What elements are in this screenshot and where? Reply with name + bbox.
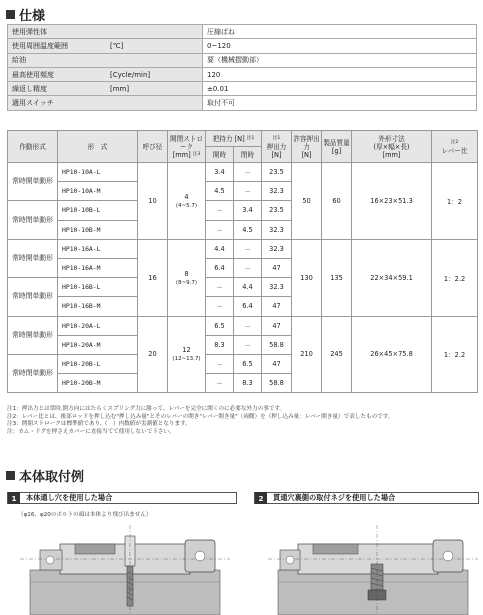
dims-cell: 22×34×59.1 bbox=[352, 239, 432, 316]
mount-drawing-2 bbox=[268, 520, 478, 615]
spec-row bbox=[8, 53, 477, 67]
model-cell: HP10-10A-L bbox=[58, 163, 138, 182]
spec-unit: [Cycle/min] bbox=[110, 70, 151, 79]
stroke-value: 8 bbox=[184, 269, 189, 278]
header-push-unit: [N] bbox=[271, 150, 282, 159]
header-dims bbox=[352, 131, 432, 163]
action-type-cell: 常時閉単動形 bbox=[8, 278, 58, 316]
footnote: 注2：レバー比とは、後部ロッドを押し込む"押し込み量"とそのレバーの開き"レバー開き量"（両側）を（押し込み量：レバー開き量）で表したものです。 bbox=[7, 413, 394, 420]
model-cell: HP10-20A-M bbox=[58, 335, 138, 354]
bore-cell: 16 bbox=[138, 239, 168, 316]
grip-close-cell: 3.4 bbox=[234, 201, 262, 220]
lever-cell: 1：2 bbox=[432, 163, 478, 240]
spec-row bbox=[8, 39, 477, 53]
spec-label: 使用周囲温度範囲 bbox=[12, 41, 68, 50]
push-cell: 32.3 bbox=[262, 182, 292, 201]
mass-cell: 60 bbox=[322, 163, 352, 240]
header-mass bbox=[322, 131, 352, 163]
model-cell: HP10-16A-M bbox=[58, 258, 138, 277]
example-1-header bbox=[7, 492, 237, 504]
bore-cell: 10 bbox=[138, 163, 168, 240]
header-lever bbox=[432, 131, 478, 163]
example-1-number: 1 bbox=[8, 492, 20, 504]
spec-label: 使用弾性体 bbox=[12, 27, 47, 36]
push-cell: 58.8 bbox=[262, 374, 292, 393]
model-cell: HP10-16B-M bbox=[58, 297, 138, 316]
grip-open-cell: 3.4 bbox=[206, 163, 234, 182]
spec-key bbox=[8, 53, 203, 67]
grip-open-cell: － bbox=[206, 201, 234, 220]
header-grip-label: 把持力 [N] bbox=[212, 134, 245, 143]
example-2-header bbox=[254, 492, 479, 504]
spec-key bbox=[8, 39, 203, 53]
grip-open-cell: 4.5 bbox=[206, 182, 234, 201]
push-cell: 47 bbox=[262, 316, 292, 335]
header-grip-open: 開時 bbox=[206, 147, 234, 163]
action-type-cell: 常時開単動形 bbox=[8, 316, 58, 354]
dims-cell: 16×23×51.3 bbox=[352, 163, 432, 240]
example-2-number: 2 bbox=[255, 492, 267, 504]
push-cell: 23.5 bbox=[262, 201, 292, 220]
header-dims-unit: [mm] bbox=[382, 150, 401, 159]
grip-open-cell: － bbox=[206, 354, 234, 373]
allow-cell: 50 bbox=[292, 163, 322, 240]
spec-value: 120 bbox=[203, 67, 477, 81]
stroke-value: 12 bbox=[182, 346, 191, 355]
header-dims-sub: (厚×幅×長) bbox=[373, 142, 410, 151]
spec-table bbox=[7, 24, 477, 111]
action-type-cell: 常時閉単動形 bbox=[8, 201, 58, 239]
allow-cell: 210 bbox=[292, 316, 322, 393]
grip-close-cell: － bbox=[234, 163, 262, 182]
header-stroke-label: 開閉ストローク bbox=[170, 134, 203, 151]
spec-label: 繰返し精度 bbox=[12, 84, 47, 93]
grip-open-cell: 6.4 bbox=[206, 258, 234, 277]
stroke-cell bbox=[168, 239, 206, 316]
header-push bbox=[262, 131, 292, 163]
mass-cell: 245 bbox=[322, 316, 352, 393]
header-stroke-unit: [mm] bbox=[172, 150, 191, 159]
table-row bbox=[8, 316, 478, 335]
grip-open-cell: － bbox=[206, 278, 234, 297]
spec-section-title bbox=[6, 5, 45, 24]
action-type-cell: 常時開単動形 bbox=[8, 239, 58, 277]
mount-drawing-1 bbox=[20, 520, 230, 615]
model-cell: HP10-10B-L bbox=[58, 201, 138, 220]
example-2-label: 貫通穴裏側の取付ネジを使用した場合 bbox=[273, 493, 396, 502]
allow-cell: 130 bbox=[292, 239, 322, 316]
spec-row bbox=[8, 82, 477, 96]
header-model: 形 式 bbox=[58, 131, 138, 163]
header-mass-unit: [g] bbox=[331, 146, 342, 155]
spec-label: 給油 bbox=[12, 56, 26, 65]
header-push-note: 注1 bbox=[272, 135, 281, 141]
spec-key bbox=[8, 96, 203, 110]
header-lever-note: 注2 bbox=[450, 139, 459, 145]
model-cell: HP10-20B-M bbox=[58, 374, 138, 393]
push-cell: 32.3 bbox=[262, 220, 292, 239]
stroke-value: 4 bbox=[184, 192, 189, 201]
spec-unit: [℃] bbox=[110, 41, 124, 50]
stroke-range: (12~13.7) bbox=[172, 356, 201, 363]
header-lever-label: レバー比 bbox=[441, 146, 468, 155]
push-cell: 32.3 bbox=[262, 239, 292, 258]
model-cell: HP10-10B-M bbox=[58, 220, 138, 239]
footnotes bbox=[7, 406, 394, 436]
model-cell: HP10-16A-L bbox=[58, 239, 138, 258]
push-cell: 47 bbox=[262, 258, 292, 277]
spec-row bbox=[8, 25, 477, 39]
stroke-range: (8~9.7) bbox=[175, 279, 198, 286]
spec-row bbox=[8, 96, 477, 110]
header-grip-note: 注1 bbox=[246, 135, 255, 141]
grip-close-cell: 4.4 bbox=[234, 278, 262, 297]
table-row bbox=[8, 163, 478, 182]
header-stroke-note: 注3 bbox=[192, 151, 201, 157]
model-cell: HP10-10A-M bbox=[58, 182, 138, 201]
header-stroke bbox=[168, 131, 206, 163]
model-table bbox=[7, 130, 478, 393]
lever-cell: 1：2.2 bbox=[432, 239, 478, 316]
spec-value: 取付不可 bbox=[203, 96, 477, 110]
grip-close-cell: 6.4 bbox=[234, 297, 262, 316]
header-action: 作動形式 bbox=[8, 131, 58, 163]
push-cell: 32.3 bbox=[262, 278, 292, 297]
grip-close-cell: － bbox=[234, 316, 262, 335]
header-bore: 呼び径 bbox=[138, 131, 168, 163]
grip-open-cell: － bbox=[206, 297, 234, 316]
stroke-range: (4~5.7) bbox=[175, 202, 198, 209]
lever-cell: 1：2.2 bbox=[432, 316, 478, 393]
header-grip bbox=[206, 131, 262, 147]
push-cell: 47 bbox=[262, 297, 292, 316]
footnote: 注3：開閉ストロークは標準値であり,（ ）内数値が実測値となります。 bbox=[7, 421, 191, 428]
header-allow-unit: [N] bbox=[301, 150, 312, 159]
table-row bbox=[8, 239, 478, 258]
spec-value: 0~120 bbox=[203, 39, 477, 53]
grip-close-cell: － bbox=[234, 258, 262, 277]
header-allow-label: 許容押出力 bbox=[293, 134, 320, 151]
spec-value: ±0.01 bbox=[203, 82, 477, 96]
section-marker-icon bbox=[6, 10, 15, 19]
spec-unit: [mm] bbox=[110, 84, 130, 93]
spec-row bbox=[8, 67, 477, 81]
dims-cell: 26×45×75.8 bbox=[352, 316, 432, 393]
grip-open-cell: － bbox=[206, 374, 234, 393]
footnote: 注：カム・ドグを押さえカバーに直接当てて使用しないで下さい。 bbox=[7, 428, 175, 435]
stroke-cell bbox=[168, 316, 206, 393]
push-cell: 47 bbox=[262, 354, 292, 373]
mount-title-text: 本体取付例 bbox=[19, 470, 85, 485]
grip-close-cell: － bbox=[234, 239, 262, 258]
header-push-label: 押出力 bbox=[266, 142, 287, 151]
grip-close-cell: － bbox=[234, 182, 262, 201]
header-allow bbox=[292, 131, 322, 163]
example-1-label: 本体通し穴を使用した場合 bbox=[26, 493, 113, 502]
spec-value: 圧縮ばね bbox=[203, 25, 477, 39]
spec-label: 適用スイッチ bbox=[12, 99, 54, 108]
action-type-cell: 常時開単動形 bbox=[8, 163, 58, 201]
spec-label: 最高使用頻度 bbox=[12, 70, 54, 79]
grip-close-cell: 8.3 bbox=[234, 374, 262, 393]
mass-cell: 135 bbox=[322, 239, 352, 316]
spec-key bbox=[8, 25, 203, 39]
push-cell: 23.5 bbox=[262, 163, 292, 182]
bore-cell: 20 bbox=[138, 316, 168, 393]
grip-open-cell: 4.4 bbox=[206, 239, 234, 258]
stroke-cell bbox=[168, 163, 206, 240]
action-type-cell: 常時閉単動形 bbox=[8, 354, 58, 392]
header-grip-close: 閉時 bbox=[234, 147, 262, 163]
header-dims-label: 外形寸法 bbox=[378, 134, 405, 143]
mount-section-title bbox=[6, 466, 84, 485]
section-marker-icon bbox=[6, 471, 15, 480]
footnote: 注1：押出力とは常時,開方向にはたらくスプリング力に勝って、レバーを完全に開くのに必要な外力の事です。 bbox=[7, 406, 286, 412]
grip-open-cell: 6.5 bbox=[206, 316, 234, 335]
spec-key bbox=[8, 82, 203, 96]
spec-value: 要（機械摺動部） bbox=[203, 53, 477, 67]
spec-title-text: 仕様 bbox=[19, 9, 46, 24]
header-mass-label: 製品質量 bbox=[323, 138, 350, 147]
model-cell: HP10-20A-L bbox=[58, 316, 138, 335]
grip-open-cell: － bbox=[206, 220, 234, 239]
model-cell: HP10-20B-L bbox=[58, 354, 138, 373]
grip-close-cell: 4.5 bbox=[234, 220, 262, 239]
example-1-note: （φ16、φ20のボルトの頭は本体より飛び出ません） bbox=[18, 512, 152, 518]
grip-close-cell: － bbox=[234, 335, 262, 354]
model-cell: HP10-16B-L bbox=[58, 278, 138, 297]
spec-key bbox=[8, 67, 203, 81]
push-cell: 58.8 bbox=[262, 335, 292, 354]
grip-close-cell: 6.5 bbox=[234, 354, 262, 373]
grip-open-cell: 8.3 bbox=[206, 335, 234, 354]
